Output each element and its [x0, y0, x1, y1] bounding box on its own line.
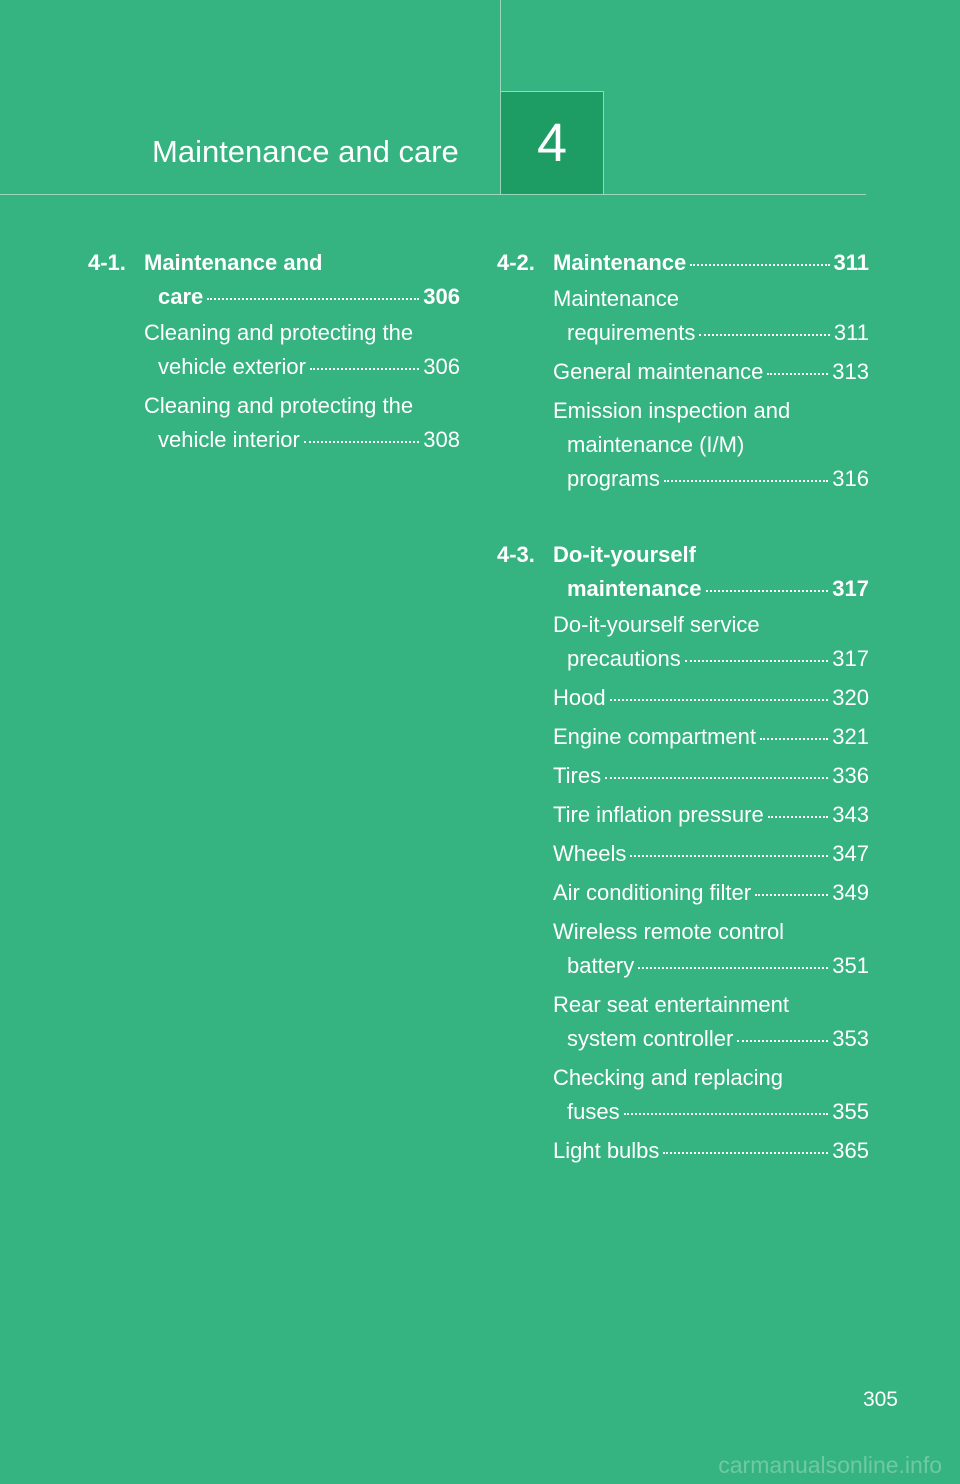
toc-entry[interactable] [553, 759, 869, 793]
dot-leader [663, 1152, 828, 1154]
dot-leader [610, 699, 829, 701]
entry-page: 321 [832, 724, 869, 749]
dot-leader [605, 777, 828, 779]
chapter-number-tab [500, 91, 604, 195]
dot-leader [706, 590, 829, 592]
toc-section-4-3 [497, 538, 869, 1168]
dot-leader [304, 441, 419, 443]
dot-leader [624, 1113, 829, 1115]
entry-text: programs [567, 466, 660, 491]
entry-page: 311 [833, 320, 869, 345]
entry-text: Checking and replacing [553, 1065, 783, 1090]
entry-text: Rear seat entertainment [553, 992, 790, 1017]
entry-page: 355 [832, 1099, 869, 1124]
dot-leader [760, 738, 828, 740]
entry-text: fuses [567, 1099, 620, 1124]
entry-page: 353 [832, 1026, 869, 1051]
entry-text: Emission inspection and [553, 398, 791, 423]
entry-page: 306 [423, 354, 460, 379]
toc-entry[interactable] [553, 1061, 869, 1129]
entry-text: Wireless remote control [553, 919, 785, 944]
page-number: 305 [862, 1388, 898, 1411]
entry-page: 320 [832, 685, 869, 710]
entry-text: Maintenance [553, 286, 679, 311]
toc-entry[interactable] [553, 394, 869, 496]
section-title-line: Maintenance and [144, 250, 323, 275]
entry-page: 347 [832, 841, 869, 866]
entry-text: Tire inflation pressure [553, 802, 764, 827]
entry-text: General maintenance [553, 359, 764, 384]
dot-leader [767, 373, 828, 375]
dot-leader [630, 855, 828, 857]
entry-text: Light bulbs [553, 1138, 660, 1163]
section-title-line: Maintenance [553, 250, 687, 275]
entry-text: battery [567, 953, 635, 978]
section-heading[interactable] [88, 246, 460, 314]
dot-leader [755, 894, 828, 896]
toc-entry[interactable] [553, 876, 869, 910]
entry-text: Hood [553, 685, 606, 710]
entry-page: 308 [423, 427, 460, 452]
entry-page: 316 [832, 466, 869, 491]
toc-entry[interactable] [144, 316, 460, 384]
watermark: carmanualsonline.info [718, 1452, 942, 1478]
section-title-line: care [158, 284, 204, 309]
entry-text: system controller [567, 1026, 734, 1051]
section-title-line: Do-it-yourself [553, 542, 696, 567]
entry-page: 343 [832, 802, 869, 827]
dot-leader [685, 660, 829, 662]
entry-text: maintenance (I/M) [567, 432, 745, 457]
section-page: 311 [833, 250, 869, 275]
toc-entry[interactable] [553, 282, 869, 350]
section-page: 317 [832, 576, 869, 601]
section-number: 4-1. [88, 250, 126, 275]
entry-text: vehicle interior [158, 427, 300, 452]
toc-entry[interactable] [553, 355, 869, 389]
toc-entry[interactable] [553, 720, 869, 754]
toc-column-left [88, 246, 460, 457]
dot-leader [664, 480, 828, 482]
dot-leader [638, 967, 828, 969]
toc-entry[interactable] [553, 1134, 869, 1168]
entry-text: Air conditioning filter [553, 880, 752, 905]
entry-text: requirements [567, 320, 696, 345]
entry-text: Do-it-yourself service [553, 612, 760, 637]
entry-text: precautions [567, 646, 681, 671]
toc-entry[interactable] [553, 681, 869, 715]
dot-leader [699, 334, 830, 336]
section-title-line: maintenance [567, 576, 702, 601]
entry-page: 351 [832, 953, 869, 978]
entry-text: Cleaning and protecting the [144, 393, 414, 418]
entry-text: vehicle exterior [158, 354, 306, 379]
toc-entry[interactable] [553, 837, 869, 871]
entry-page: 365 [832, 1138, 869, 1163]
toc-column-right [497, 246, 869, 1168]
toc-entry[interactable] [553, 798, 869, 832]
section-number: 4-3. [497, 542, 535, 567]
toc-section-4-2 [497, 246, 869, 496]
toc-entry[interactable] [144, 389, 460, 457]
toc-entry[interactable] [553, 608, 869, 676]
section-heading[interactable] [497, 538, 869, 606]
entry-page: 349 [832, 880, 869, 905]
section-page: 306 [423, 284, 460, 309]
dot-leader [737, 1040, 828, 1042]
entry-text: Wheels [553, 841, 627, 866]
dot-leader [768, 816, 829, 818]
section-heading[interactable] [497, 246, 869, 280]
chapter-number: 4 [536, 113, 568, 173]
entry-text: Engine compartment [553, 724, 756, 749]
chapter-title: Maintenance and care [152, 134, 459, 169]
dot-leader [207, 298, 419, 300]
entry-text: Cleaning and protecting the [144, 320, 414, 345]
entry-page: 336 [832, 763, 869, 788]
section-number: 4-2. [497, 250, 535, 275]
dot-leader [690, 264, 829, 266]
toc-entry[interactable] [553, 915, 869, 983]
header-rule [0, 194, 866, 195]
entry-page: 317 [832, 646, 869, 671]
entry-text: Tires [553, 763, 602, 788]
dot-leader [310, 368, 419, 370]
entry-page: 313 [832, 359, 869, 384]
toc-section-4-1 [88, 246, 460, 457]
toc-entry[interactable] [553, 988, 869, 1056]
